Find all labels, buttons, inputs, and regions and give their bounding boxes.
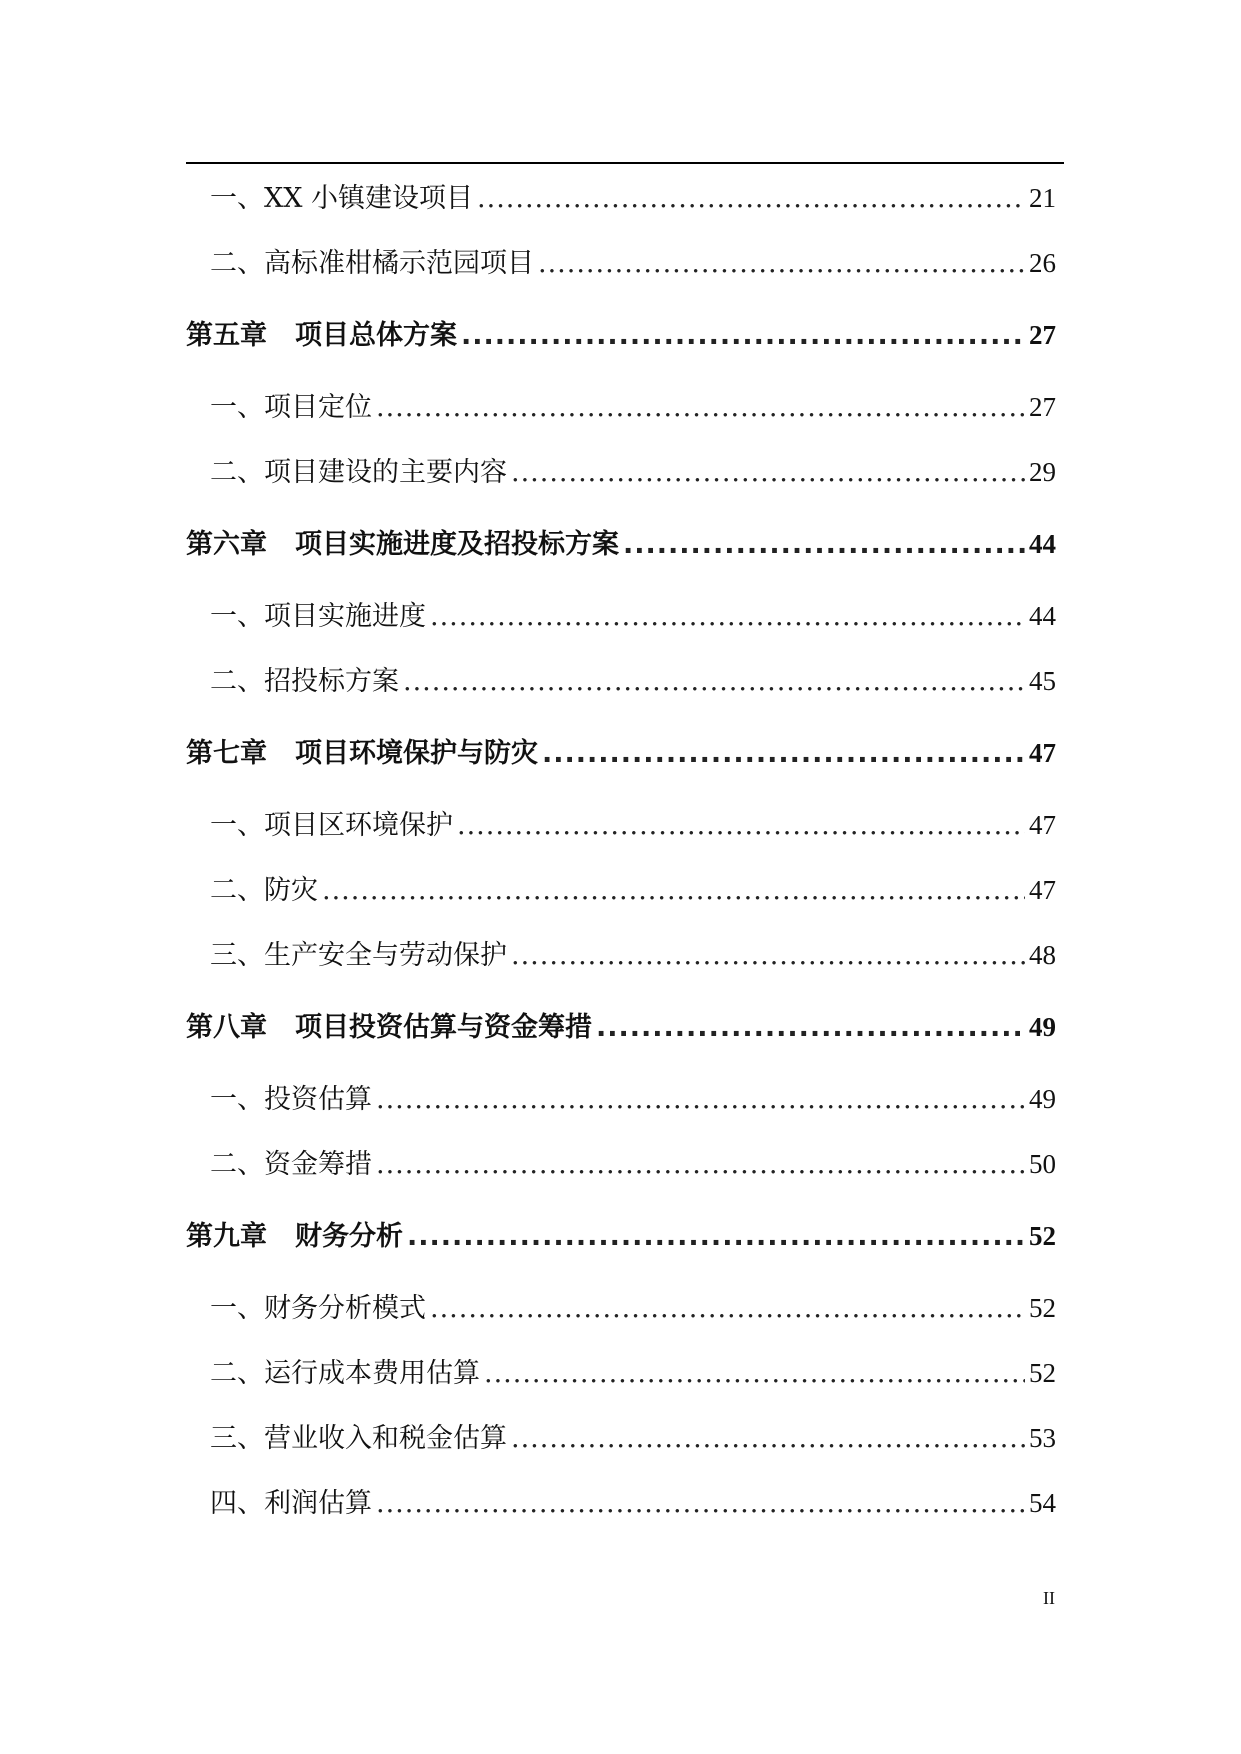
toc-page-number: 47 <box>1029 875 1056 905</box>
toc-chapter-entry[interactable] <box>186 1197 1056 1276</box>
toc-page-number: 27 <box>1029 392 1056 422</box>
toc-dot-leader <box>461 296 1025 375</box>
toc-entry-label: 一、项目定位 <box>210 392 372 423</box>
toc-section-entry[interactable] <box>186 231 1056 296</box>
toc-entry-label: 二、运行成本费用估算 <box>210 1358 480 1389</box>
toc-page-number: 27 <box>1029 320 1056 350</box>
toc-page-number: 49 <box>1029 1012 1056 1042</box>
toc-section-entry[interactable] <box>186 923 1056 988</box>
toc-dot-leader <box>542 714 1025 793</box>
toc-entry-label: 项目投资估算与资金筹措 <box>295 1012 592 1043</box>
toc-chapter-entry[interactable] <box>186 988 1056 1067</box>
toc-dot-leader <box>511 1406 1025 1471</box>
toc-section-entry[interactable] <box>186 375 1056 440</box>
toc-page-number: 50 <box>1029 1149 1056 1179</box>
toc-entry-label: 二、项目建设的主要内容 <box>210 457 507 488</box>
table-of-contents <box>186 166 1056 1536</box>
toc-dot-leader <box>403 649 1025 714</box>
toc-entry-label: 一、项目区环境保护 <box>210 810 453 841</box>
toc-dot-leader <box>477 166 1025 231</box>
toc-chapter-entry[interactable] <box>186 714 1056 793</box>
toc-section-entry[interactable] <box>186 1067 1056 1132</box>
toc-entry-label: 一、XX 小镇建设项目 <box>210 183 474 214</box>
toc-entry-label: 二、防灾 <box>210 875 318 906</box>
toc-dot-leader <box>511 923 1025 988</box>
toc-section-entry[interactable] <box>186 166 1056 231</box>
toc-dot-leader <box>457 793 1025 858</box>
toc-section-entry[interactable] <box>186 584 1056 649</box>
toc-dot-leader <box>376 375 1025 440</box>
toc-page-number: 44 <box>1029 601 1056 631</box>
toc-entry-label: 项目总体方案 <box>295 320 457 351</box>
toc-page-number: 52 <box>1029 1358 1056 1388</box>
toc-dot-leader <box>538 231 1025 296</box>
toc-chapter-number: 第七章 <box>186 738 267 769</box>
toc-dot-leader <box>596 988 1025 1067</box>
toc-page-number: 53 <box>1029 1423 1056 1453</box>
toc-chapter-number: 第八章 <box>186 1012 267 1043</box>
toc-page-number: 26 <box>1029 248 1056 278</box>
toc-page-number: 21 <box>1029 183 1056 213</box>
toc-chapter-number: 第五章 <box>186 320 267 351</box>
toc-page-number: 29 <box>1029 457 1056 487</box>
toc-dot-leader <box>322 858 1025 923</box>
toc-chapter-number: 第六章 <box>186 529 267 560</box>
footer-page-number: II <box>1043 1588 1055 1608</box>
toc-entry-label: 一、投资估算 <box>210 1084 372 1115</box>
toc-page-number: 47 <box>1029 810 1056 840</box>
toc-section-entry[interactable] <box>186 1132 1056 1197</box>
toc-entry-label: 三、营业收入和税金估算 <box>210 1423 507 1454</box>
toc-page-number: 44 <box>1029 529 1056 559</box>
toc-dot-leader <box>484 1341 1025 1406</box>
toc-page-number: 47 <box>1029 738 1056 768</box>
toc-chapter-entry[interactable] <box>186 505 1056 584</box>
toc-section-entry[interactable] <box>186 440 1056 505</box>
toc-page-number: 54 <box>1029 1488 1056 1518</box>
toc-page-number: 48 <box>1029 940 1056 970</box>
toc-section-entry[interactable] <box>186 1276 1056 1341</box>
toc-entry-label: 二、招投标方案 <box>210 666 399 697</box>
toc-dot-leader <box>430 584 1025 649</box>
toc-entry-label: 二、高标准柑橘示范园项目 <box>210 248 534 279</box>
toc-entry-label: 项目环境保护与防灾 <box>295 738 538 769</box>
toc-entry-label: 四、利润估算 <box>210 1488 372 1519</box>
toc-chapter-entry[interactable] <box>186 296 1056 375</box>
toc-section-entry[interactable] <box>186 1471 1056 1536</box>
toc-entry-label: 一、财务分析模式 <box>210 1293 426 1324</box>
header-rule <box>186 162 1064 164</box>
toc-dot-leader <box>623 505 1025 584</box>
toc-dot-leader <box>430 1276 1025 1341</box>
toc-entry-label: 一、项目实施进度 <box>210 601 426 632</box>
toc-entry-label: 财务分析 <box>295 1221 403 1252</box>
toc-entry-label: 项目实施进度及招投标方案 <box>295 529 619 560</box>
toc-dot-leader <box>376 1067 1025 1132</box>
toc-section-entry[interactable] <box>186 649 1056 714</box>
toc-entry-label: 二、资金筹措 <box>210 1149 372 1180</box>
toc-page-number: 52 <box>1029 1293 1056 1323</box>
toc-page-number: 52 <box>1029 1221 1056 1251</box>
toc-entry-label: 三、生产安全与劳动保护 <box>210 940 507 971</box>
toc-page-number: 49 <box>1029 1084 1056 1114</box>
toc-section-entry[interactable] <box>186 1406 1056 1471</box>
toc-page-number: 45 <box>1029 666 1056 696</box>
toc-dot-leader <box>376 1471 1025 1536</box>
toc-dot-leader <box>376 1132 1025 1197</box>
toc-section-entry[interactable] <box>186 858 1056 923</box>
toc-section-entry[interactable] <box>186 793 1056 858</box>
toc-dot-leader <box>511 440 1025 505</box>
toc-section-entry[interactable] <box>186 1341 1056 1406</box>
toc-chapter-number: 第九章 <box>186 1221 267 1252</box>
toc-dot-leader <box>407 1197 1025 1276</box>
